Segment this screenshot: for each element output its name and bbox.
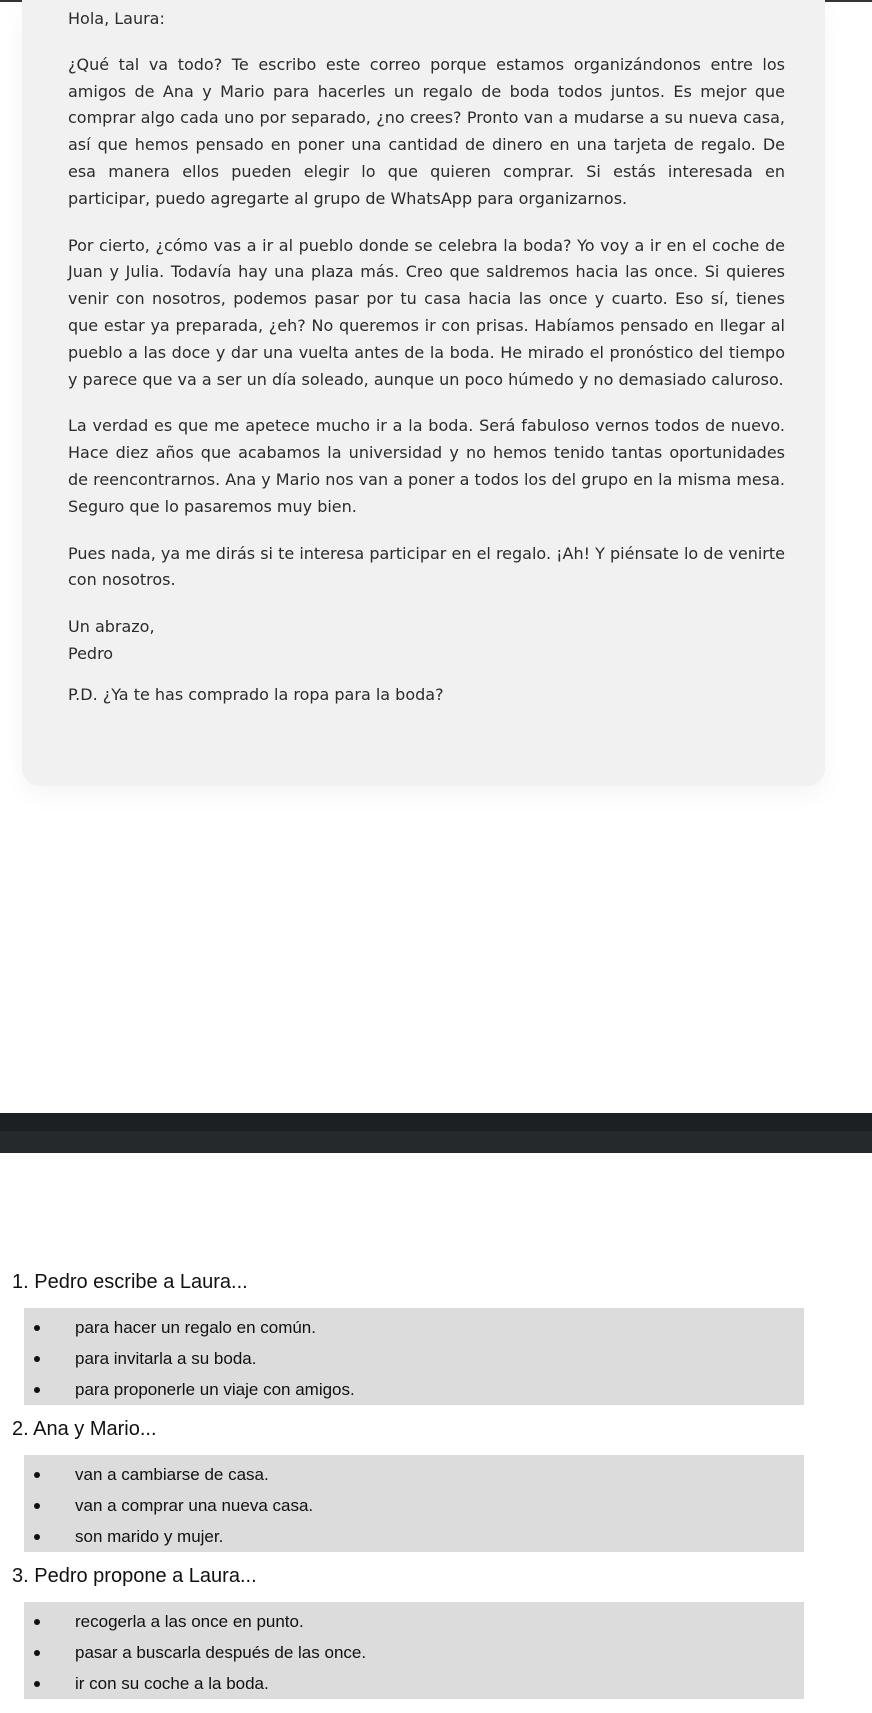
- answer-option[interactable]: para hacer un regalo en común.: [24, 1312, 804, 1343]
- letter-paragraph: ¿Qué tal va todo? Te escribo este correo porque estamos organizándonos entre los amigos de Ana y Mario para hacerles un regalo de boda todos juntos. Es mejor que comprar algo cada uno por separado, ¿no crees? Pronto van a mudarse a su nueva casa, así que hemos pensado en poner una cantidad de dinero en una tarjeta de regalo. De esa manera ellos pueden elegir lo que quieren comprar. Si estás interesada en participar, puedo agregarte al grupo de WhatsApp para organizarnos.: [68, 54, 785, 208]
- dark-separator-bar: [0, 1113, 872, 1153]
- answer-option[interactable]: son marido y mujer.: [24, 1521, 804, 1552]
- answer-option[interactable]: van a comprar una nueva casa.: [24, 1490, 804, 1521]
- letter-paragraph: La verdad es que me apetece mucho ir a la boda. Será fabuloso vernos todos de nuevo. Hace diez años que acabamos la universidad y no hemos tenido tantas oportunidades de reencontrarnos. Ana y Mario nos van a poner a todos los del grupo en la misma mesa. Seguro que lo pasaremos muy bien.: [68, 416, 785, 516]
- question-title: 2. Ana y Mario...: [12, 1418, 157, 1440]
- question-3: [0, 1564, 872, 1699]
- letter-paragraph: Por cierto, ¿cómo vas a ir al pueblo donde se celebra la boda? Yo voy a ir en el coche de Juan y Julia. Todavía hay una plaza más. Creo que saldremos hacia las once. Si quieres venir con nosotros, podemos pasar por tu casa hacia las once y cuarto. Eso sí, tienes que estar ya preparada, ¿eh? No queremos ir con prisas. Habíamos pensado en llegar al pueblo a las doce y dar una vuelta antes de la boda. He mirado el pronóstico del tiempo y parece que va a ser un día soleado, aunque un poco húmedo y no demasiado caluroso.: [68, 235, 785, 389]
- answer-option[interactable]: pasar a buscarla después de las once.: [24, 1637, 804, 1668]
- answer-option[interactable]: ir con su coche a la boda.: [24, 1668, 804, 1699]
- answer-options: [24, 1308, 804, 1405]
- letter-greeting: Hola, Laura:: [68, 9, 165, 28]
- question-1: [0, 1270, 872, 1405]
- signature: Pedro: [68, 643, 114, 663]
- letter-closing: [68, 614, 785, 668]
- dark-separator-top-band: [0, 1113, 872, 1131]
- question-title: 3. Pedro propone a Laura...: [12, 1565, 257, 1587]
- answer-option[interactable]: para proponerle un viaje con amigos.: [24, 1374, 804, 1405]
- question-2: [0, 1417, 872, 1552]
- answer-option[interactable]: van a cambiarse de casa.: [24, 1459, 804, 1490]
- question-title: 1. Pedro escribe a Laura...: [12, 1271, 248, 1293]
- answer-option[interactable]: recogerla a las once en punto.: [24, 1606, 804, 1637]
- closing-text: Un abrazo,: [68, 617, 155, 637]
- answer-options: [24, 1455, 804, 1552]
- letter-card: [22, 0, 825, 786]
- questions-section: [0, 1270, 872, 1711]
- answer-option[interactable]: para invitarla a su boda.: [24, 1343, 804, 1374]
- letter-postscript: P.D. ¿Ya te has comprado la ropa para la boda?: [68, 684, 444, 704]
- letter-paragraph: Pues nada, ya me dirás si te interesa participar en el regalo. ¡Ah! Y piénsate lo de venirte con nosotros.: [68, 543, 785, 590]
- answer-options: [24, 1602, 804, 1699]
